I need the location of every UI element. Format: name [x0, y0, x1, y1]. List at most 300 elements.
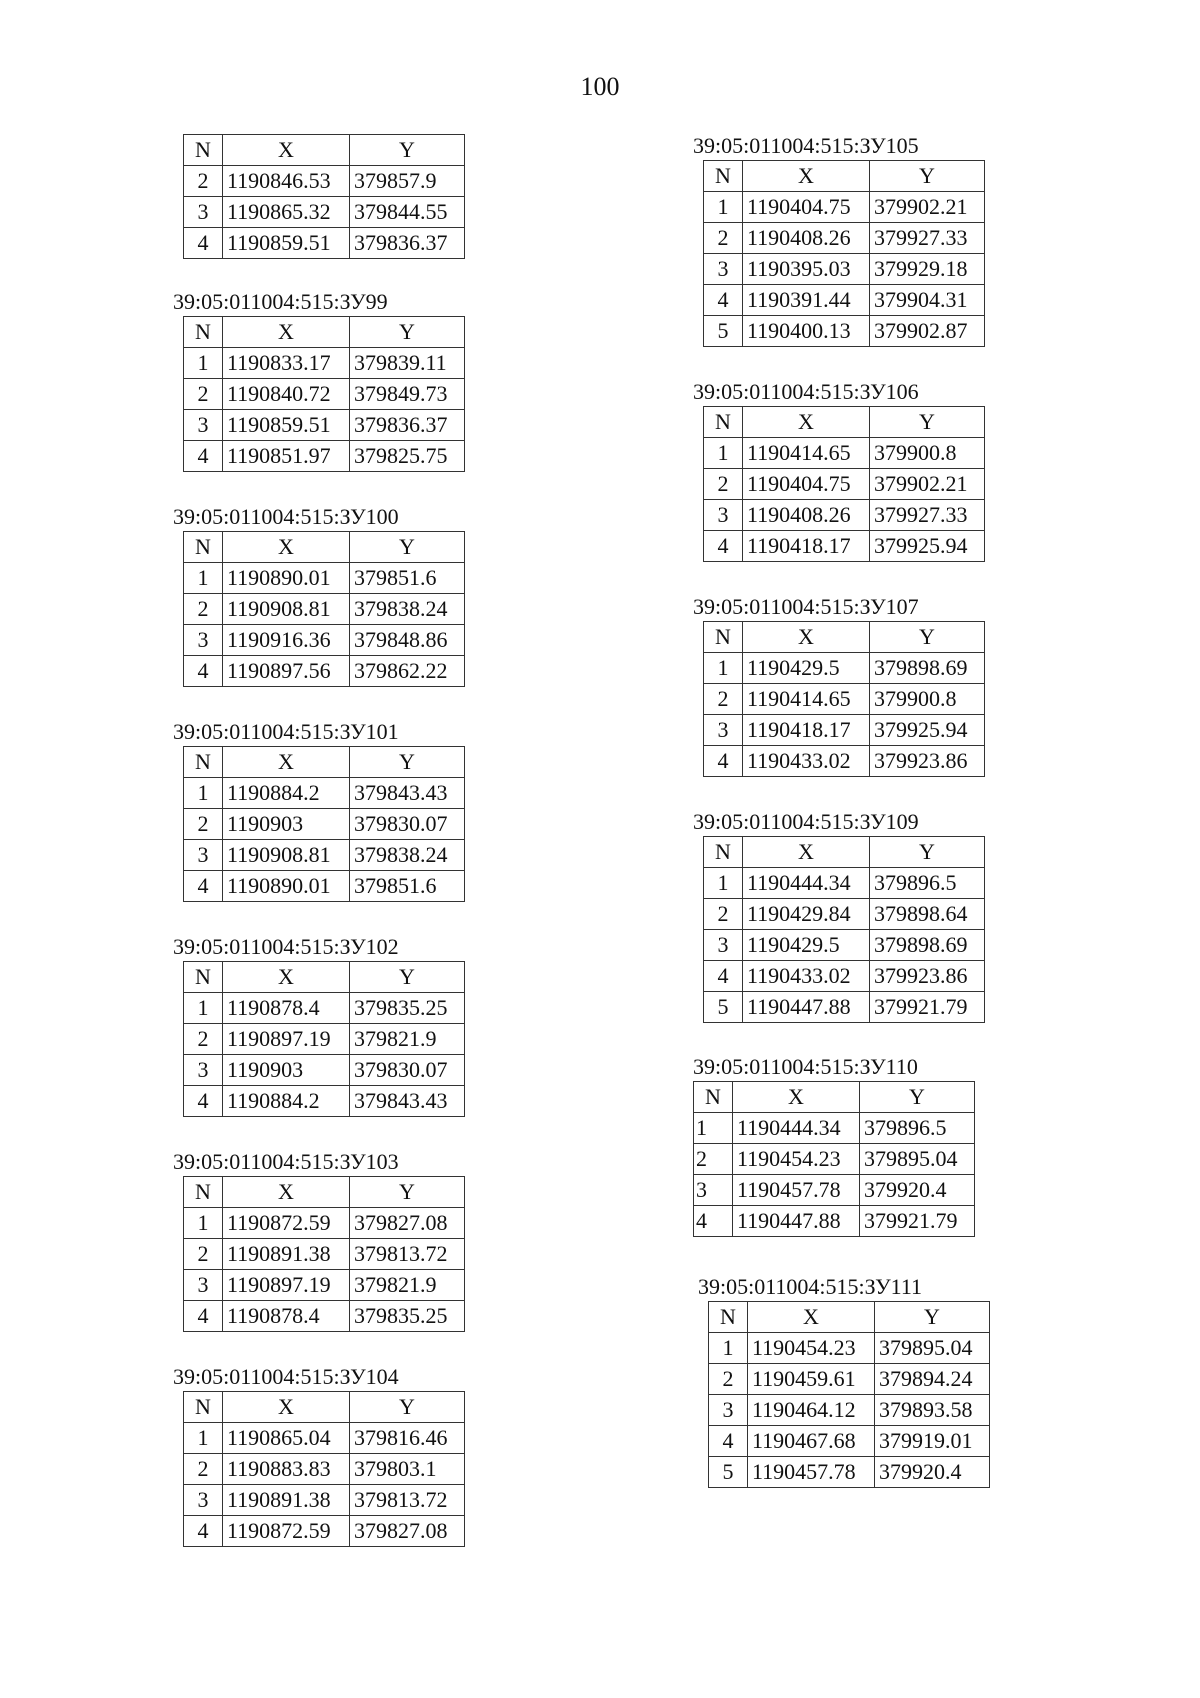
x-value: 1190897.19: [223, 1270, 350, 1301]
y-value: 379813.72: [350, 1485, 465, 1516]
coordinates-table: [703, 160, 985, 347]
table-row: [184, 410, 465, 441]
table-header-row: [704, 407, 985, 438]
point-number: 4: [704, 746, 743, 777]
coordinate-block: [173, 935, 465, 1117]
point-number: 4: [184, 228, 223, 259]
column-header-y: Y: [350, 135, 465, 166]
table-row: [184, 871, 465, 902]
coordinates-table: [703, 836, 985, 1023]
table-row: [704, 992, 985, 1023]
x-value: 1190903: [223, 1055, 350, 1086]
y-value: 379821.9: [350, 1024, 465, 1055]
x-value: 1190414.65: [743, 438, 870, 469]
y-value: 379896.5: [860, 1113, 975, 1144]
coordinates-table: [703, 621, 985, 777]
x-value: 1190908.81: [223, 594, 350, 625]
point-number: 3: [709, 1395, 748, 1426]
y-value: 379843.43: [350, 1086, 465, 1117]
point-number: 1: [184, 778, 223, 809]
point-number: 5: [704, 316, 743, 347]
x-value: 1190418.17: [743, 531, 870, 562]
point-number: 3: [694, 1175, 733, 1206]
table-row: [184, 1301, 465, 1332]
y-value: 379894.24: [875, 1364, 990, 1395]
table-row: [704, 192, 985, 223]
point-number: 3: [704, 254, 743, 285]
table-row: [184, 1270, 465, 1301]
table-header-row: [184, 962, 465, 993]
table-row: [184, 1055, 465, 1086]
x-value: 1190890.01: [223, 871, 350, 902]
y-value: 379921.79: [870, 992, 985, 1023]
y-value: 379813.72: [350, 1239, 465, 1270]
y-value: 379923.86: [870, 961, 985, 992]
y-value: 379898.69: [870, 930, 985, 961]
y-value: 379835.25: [350, 1301, 465, 1332]
x-value: 1190444.34: [733, 1113, 860, 1144]
y-value: 379904.31: [870, 285, 985, 316]
column-header-n: N: [184, 532, 223, 563]
point-number: 2: [184, 594, 223, 625]
column-header-n: N: [184, 962, 223, 993]
point-number: 1: [184, 993, 223, 1024]
x-value: 1190418.17: [743, 715, 870, 746]
point-number: 1: [694, 1113, 733, 1144]
table-row: [184, 1239, 465, 1270]
y-value: 379896.5: [870, 868, 985, 899]
y-value: 379803.1: [350, 1454, 465, 1485]
x-value: 1190859.51: [223, 410, 350, 441]
x-value: 1190891.38: [223, 1485, 350, 1516]
point-number: 4: [184, 1086, 223, 1117]
point-number: 4: [184, 656, 223, 687]
x-value: 1190414.65: [743, 684, 870, 715]
point-number: 2: [184, 1024, 223, 1055]
x-value: 1190464.12: [748, 1395, 875, 1426]
x-value: 1190408.26: [743, 500, 870, 531]
column-header-y: Y: [870, 161, 985, 192]
table-header-row: [709, 1302, 990, 1333]
column-header-y: Y: [860, 1082, 975, 1113]
table-row: [704, 930, 985, 961]
x-value: 1190890.01: [223, 563, 350, 594]
table-row: [704, 961, 985, 992]
table-row: [184, 197, 465, 228]
coordinates-table: [183, 1176, 465, 1332]
parcel-caption: 39:05:011004:515:ЗУ102: [173, 934, 399, 959]
x-value: 1190454.23: [733, 1144, 860, 1175]
y-value: 379902.21: [870, 469, 985, 500]
table-row: [184, 778, 465, 809]
y-value: 379838.24: [350, 594, 465, 625]
y-value: 379825.75: [350, 441, 465, 472]
y-value: 379893.58: [875, 1395, 990, 1426]
point-number: 1: [704, 868, 743, 899]
x-value: 1190429.5: [743, 930, 870, 961]
column-header-x: X: [748, 1302, 875, 1333]
column-header-n: N: [184, 135, 223, 166]
parcel-caption: 39:05:011004:515:ЗУ109: [693, 809, 919, 834]
y-value: 379925.94: [870, 715, 985, 746]
point-number: 2: [704, 684, 743, 715]
y-value: 379898.64: [870, 899, 985, 930]
x-value: 1190433.02: [743, 961, 870, 992]
column-header-y: Y: [350, 962, 465, 993]
column-header-y: Y: [870, 837, 985, 868]
table-row: [704, 223, 985, 254]
column-header-y: Y: [870, 407, 985, 438]
x-value: 1190897.19: [223, 1024, 350, 1055]
point-number: 4: [704, 531, 743, 562]
column-header-x: X: [223, 747, 350, 778]
column-header-n: N: [184, 1392, 223, 1423]
x-value: 1190846.53: [223, 166, 350, 197]
table-row: [184, 993, 465, 1024]
parcel-caption: 39:05:011004:515:ЗУ100: [173, 504, 399, 529]
point-number: 3: [704, 930, 743, 961]
table-header-row: [184, 747, 465, 778]
y-value: 379919.01: [875, 1426, 990, 1457]
point-number: 2: [694, 1144, 733, 1175]
x-value: 1190447.88: [743, 992, 870, 1023]
parcel-caption: 39:05:011004:515:ЗУ106: [693, 379, 919, 404]
point-number: 4: [694, 1206, 733, 1237]
table-row: [709, 1457, 990, 1488]
y-value: 379830.07: [350, 1055, 465, 1086]
table-row: [184, 1516, 465, 1547]
column-header-y: Y: [350, 1177, 465, 1208]
y-value: 379827.08: [350, 1516, 465, 1547]
table-header-row: [184, 1177, 465, 1208]
column-header-x: X: [223, 962, 350, 993]
x-value: 1190457.78: [733, 1175, 860, 1206]
y-value: 379851.6: [350, 563, 465, 594]
point-number: 4: [184, 1516, 223, 1547]
table-row: [184, 563, 465, 594]
parcel-caption: 39:05:011004:515:ЗУ101: [173, 719, 399, 744]
y-value: 379900.8: [870, 684, 985, 715]
x-value: 1190395.03: [743, 254, 870, 285]
column-header-x: X: [743, 161, 870, 192]
table-row: [704, 531, 985, 562]
point-number: 5: [704, 992, 743, 1023]
column-header-x: X: [743, 837, 870, 868]
point-number: 3: [184, 625, 223, 656]
y-value: 379835.25: [350, 993, 465, 1024]
x-value: 1190872.59: [223, 1516, 350, 1547]
y-value: 379902.21: [870, 192, 985, 223]
column-header-n: N: [709, 1302, 748, 1333]
x-value: 1190444.34: [743, 868, 870, 899]
coordinates-table: [183, 746, 465, 902]
table-row: [184, 379, 465, 410]
table-row: [184, 625, 465, 656]
parcel-caption: 39:05:011004:515:ЗУ110: [693, 1054, 918, 1079]
column-header-y: Y: [350, 317, 465, 348]
y-value: 379830.07: [350, 809, 465, 840]
table-row: [694, 1206, 975, 1237]
point-number: 2: [704, 469, 743, 500]
table-row: [704, 500, 985, 531]
column-header-y: Y: [875, 1302, 990, 1333]
table-row: [704, 254, 985, 285]
y-value: 379925.94: [870, 531, 985, 562]
column-header-n: N: [704, 161, 743, 192]
x-value: 1190865.04: [223, 1423, 350, 1454]
point-number: 1: [184, 1208, 223, 1239]
table-row: [184, 348, 465, 379]
point-number: 3: [184, 410, 223, 441]
parcel-caption: 39:05:011004:515:ЗУ105: [693, 133, 919, 158]
column-header-x: X: [223, 532, 350, 563]
table-row: [709, 1395, 990, 1426]
y-value: 379821.9: [350, 1270, 465, 1301]
table-row: [704, 868, 985, 899]
table-row: [704, 438, 985, 469]
table-row: [184, 594, 465, 625]
point-number: 2: [184, 1454, 223, 1485]
parcel-caption: 39:05:011004:515:ЗУ107: [693, 594, 919, 619]
point-number: 4: [704, 961, 743, 992]
x-value: 1190433.02: [743, 746, 870, 777]
table-row: [184, 1454, 465, 1485]
coordinate-block: [698, 1275, 990, 1488]
table-row: [704, 316, 985, 347]
table-header-row: [184, 135, 465, 166]
y-value: 379839.11: [350, 348, 465, 379]
column-header-n: N: [704, 622, 743, 653]
table-header-row: [704, 837, 985, 868]
coordinate-block: [173, 1150, 465, 1332]
coordinates-table: [183, 531, 465, 687]
table-row: [709, 1333, 990, 1364]
table-row: [184, 1208, 465, 1239]
x-value: 1190404.75: [743, 469, 870, 500]
x-value: 1190467.68: [748, 1426, 875, 1457]
point-number: 2: [184, 166, 223, 197]
y-value: 379923.86: [870, 746, 985, 777]
column-header-y: Y: [870, 622, 985, 653]
y-value: 379816.46: [350, 1423, 465, 1454]
x-value: 1190884.2: [223, 1086, 350, 1117]
coordinate-block: [173, 1365, 465, 1547]
table-row: [704, 899, 985, 930]
table-header-row: [704, 622, 985, 653]
coordinate-block: [693, 134, 985, 347]
y-value: 379902.87: [870, 316, 985, 347]
point-number: 4: [184, 441, 223, 472]
point-number: 3: [184, 840, 223, 871]
y-value: 379843.43: [350, 778, 465, 809]
parcel-caption: 39:05:011004:515:ЗУ99: [173, 289, 388, 314]
x-value: 1190429.5: [743, 653, 870, 684]
table-header-row: [184, 317, 465, 348]
table-row: [704, 285, 985, 316]
coordinates-table: [703, 406, 985, 562]
point-number: 1: [709, 1333, 748, 1364]
point-number: 1: [184, 348, 223, 379]
x-value: 1190840.72: [223, 379, 350, 410]
y-value: 379838.24: [350, 840, 465, 871]
table-row: [694, 1113, 975, 1144]
column-header-n: N: [184, 317, 223, 348]
table-row: [184, 441, 465, 472]
page-number: 100: [580, 72, 620, 101]
x-value: 1190400.13: [743, 316, 870, 347]
point-number: 1: [704, 653, 743, 684]
y-value: 379895.04: [875, 1333, 990, 1364]
point-number: 2: [704, 223, 743, 254]
point-number: 2: [184, 809, 223, 840]
y-value: 379857.9: [350, 166, 465, 197]
column-header-x: X: [743, 407, 870, 438]
point-number: 3: [704, 500, 743, 531]
parcel-caption: 39:05:011004:515:ЗУ111: [698, 1274, 923, 1299]
y-value: 379900.8: [870, 438, 985, 469]
x-value: 1190408.26: [743, 223, 870, 254]
table-row: [704, 469, 985, 500]
table-header-row: [184, 1392, 465, 1423]
column-header-x: X: [223, 1177, 350, 1208]
table-header-row: [704, 161, 985, 192]
x-value: 1190859.51: [223, 228, 350, 259]
x-value: 1190833.17: [223, 348, 350, 379]
coordinate-block: [173, 290, 465, 472]
column-header-n: N: [704, 407, 743, 438]
point-number: 4: [184, 1301, 223, 1332]
coordinates-table: [708, 1301, 990, 1488]
column-header-y: Y: [350, 532, 465, 563]
x-value: 1190884.2: [223, 778, 350, 809]
table-row: [704, 715, 985, 746]
y-value: 379895.04: [860, 1144, 975, 1175]
point-number: 2: [709, 1364, 748, 1395]
point-number: 4: [709, 1426, 748, 1457]
y-value: 379836.37: [350, 410, 465, 441]
x-value: 1190459.61: [748, 1364, 875, 1395]
table-row: [709, 1364, 990, 1395]
table-row: [704, 684, 985, 715]
table-row: [184, 1485, 465, 1516]
x-value: 1190391.44: [743, 285, 870, 316]
column-header-y: Y: [350, 1392, 465, 1423]
y-value: 379851.6: [350, 871, 465, 902]
x-value: 1190851.97: [223, 441, 350, 472]
column-header-y: Y: [350, 747, 465, 778]
x-value: 1190878.4: [223, 1301, 350, 1332]
table-row: [184, 656, 465, 687]
point-number: 1: [184, 1423, 223, 1454]
table-row: [184, 228, 465, 259]
table-row: [694, 1144, 975, 1175]
x-value: 1190457.78: [748, 1457, 875, 1488]
coordinates-table: [693, 1081, 975, 1237]
coordinate-block: [183, 134, 465, 259]
table-row: [184, 840, 465, 871]
table-row: [184, 1423, 465, 1454]
x-value: 1190454.23: [748, 1333, 875, 1364]
point-number: 3: [184, 1055, 223, 1086]
table-header-row: [694, 1082, 975, 1113]
x-value: 1190897.56: [223, 656, 350, 687]
table-row: [694, 1175, 975, 1206]
x-value: 1190916.36: [223, 625, 350, 656]
y-value: 379921.79: [860, 1206, 975, 1237]
x-value: 1190872.59: [223, 1208, 350, 1239]
parcel-caption: 39:05:011004:515:ЗУ103: [173, 1149, 399, 1174]
y-value: 379848.86: [350, 625, 465, 656]
column-header-n: N: [184, 1177, 223, 1208]
table-row: [184, 1024, 465, 1055]
x-value: 1190903: [223, 809, 350, 840]
point-number: 3: [704, 715, 743, 746]
x-value: 1190883.83: [223, 1454, 350, 1485]
table-row: [184, 1086, 465, 1117]
coordinate-block: [173, 505, 465, 687]
coordinate-block: [693, 1055, 975, 1237]
column-header-x: X: [223, 135, 350, 166]
column-header-n: N: [694, 1082, 733, 1113]
x-value: 1190908.81: [223, 840, 350, 871]
x-value: 1190878.4: [223, 993, 350, 1024]
y-value: 379844.55: [350, 197, 465, 228]
point-number: 5: [709, 1457, 748, 1488]
y-value: 379862.22: [350, 656, 465, 687]
point-number: 4: [704, 285, 743, 316]
coordinates-table: [183, 134, 465, 259]
column-header-x: X: [223, 317, 350, 348]
point-number: 1: [704, 192, 743, 223]
point-number: 3: [184, 1485, 223, 1516]
table-row: [704, 653, 985, 684]
y-value: 379927.33: [870, 500, 985, 531]
table-row: [709, 1426, 990, 1457]
point-number: 3: [184, 197, 223, 228]
coordinates-table: [183, 316, 465, 472]
coordinates-table: [183, 1391, 465, 1547]
y-value: 379836.37: [350, 228, 465, 259]
x-value: 1190891.38: [223, 1239, 350, 1270]
point-number: 2: [704, 899, 743, 930]
x-value: 1190429.84: [743, 899, 870, 930]
x-value: 1190447.88: [733, 1206, 860, 1237]
y-value: 379927.33: [870, 223, 985, 254]
column-header-n: N: [704, 837, 743, 868]
y-value: 379929.18: [870, 254, 985, 285]
x-value: 1190404.75: [743, 192, 870, 223]
point-number: 4: [184, 871, 223, 902]
point-number: 2: [184, 1239, 223, 1270]
point-number: 2: [184, 379, 223, 410]
y-value: 379920.4: [860, 1175, 975, 1206]
parcel-caption: 39:05:011004:515:ЗУ104: [173, 1364, 399, 1389]
y-value: 379920.4: [875, 1457, 990, 1488]
table-header-row: [184, 532, 465, 563]
coordinate-block: [693, 595, 985, 777]
coordinate-block: [173, 720, 465, 902]
column-header-x: X: [223, 1392, 350, 1423]
column-header-x: X: [743, 622, 870, 653]
coordinate-block: [693, 380, 985, 562]
column-header-n: N: [184, 747, 223, 778]
table-row: [184, 166, 465, 197]
table-row: [184, 809, 465, 840]
y-value: 379898.69: [870, 653, 985, 684]
table-row: [704, 746, 985, 777]
y-value: 379849.73: [350, 379, 465, 410]
point-number: 3: [184, 1270, 223, 1301]
